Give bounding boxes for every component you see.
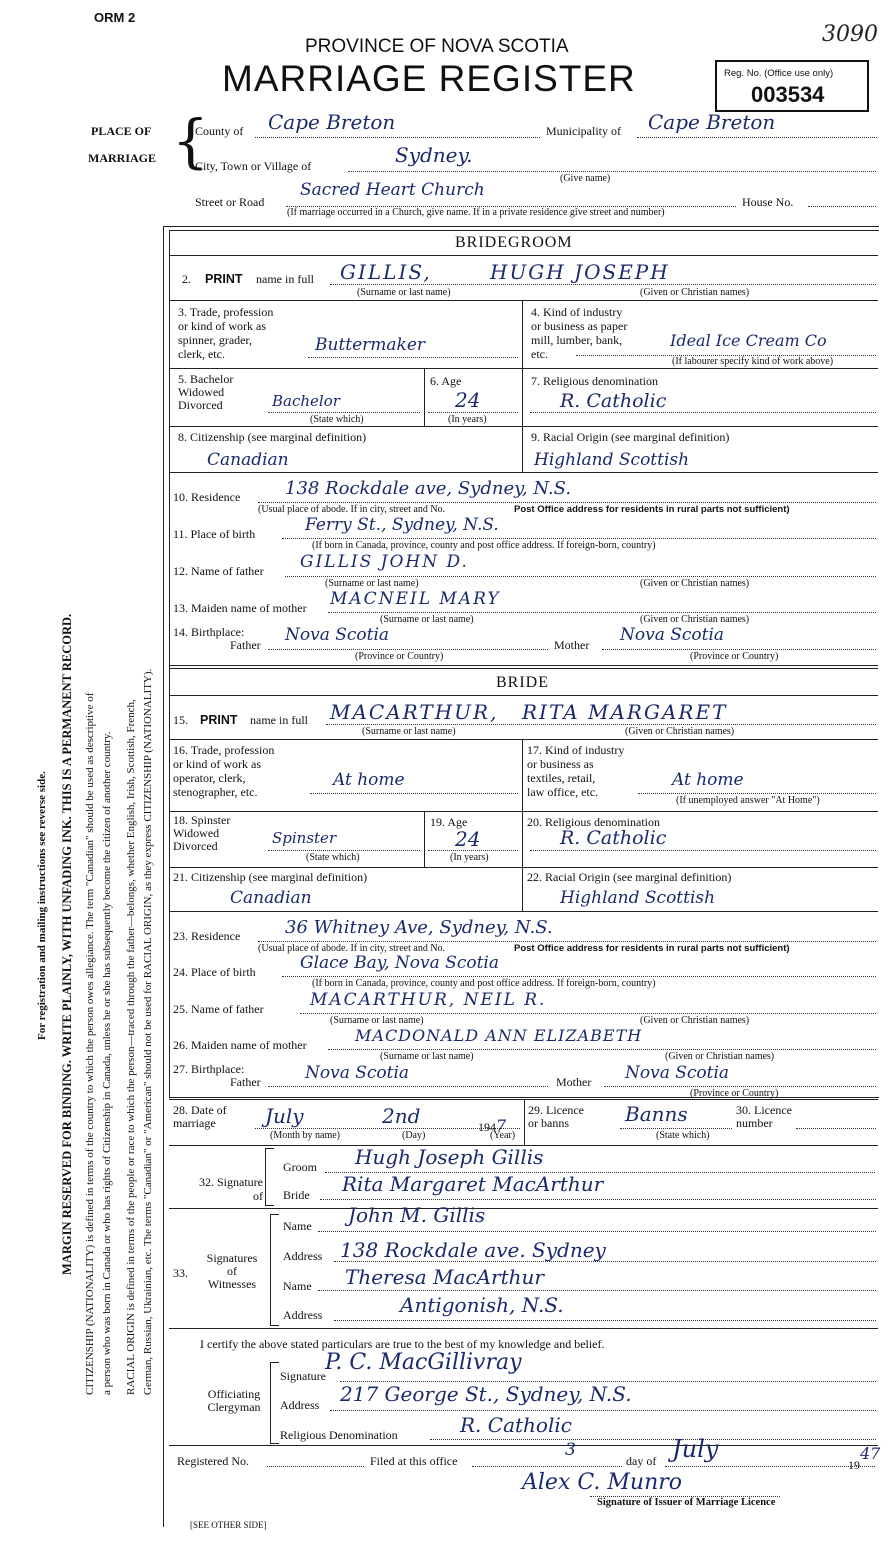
clergy-address-label: Address: [280, 1398, 320, 1412]
groom-bp-mother-hint: (Province or Country): [690, 651, 779, 662]
licence-label: 29. Licence or banns: [528, 1103, 584, 1130]
groom-residence-label: 10. Residence: [173, 490, 241, 504]
groom-bp-father-hint: (Province or Country): [355, 651, 444, 662]
bride-bp-father: Nova Scotia: [305, 1063, 410, 1083]
bride-mother: MACDONALD ANN ELIZABETH: [355, 1026, 643, 1045]
day-of-label: day of: [626, 1454, 657, 1468]
groom-bp-mother: Nova Scotia: [620, 625, 725, 645]
groom-birth-label: 11. Place of birth: [173, 527, 256, 541]
bride-birth-label: 24. Place of birth: [173, 965, 256, 979]
bridegroom-heading: BRIDEGROOM: [455, 234, 573, 251]
groom-residence: 138 Rockdale ave, Sydney, N.S.: [285, 478, 572, 499]
bride-trade: At home: [333, 770, 405, 790]
groom-mother: MACNEIL MARY: [330, 589, 501, 609]
groom-bp-father-label: Father: [230, 638, 261, 652]
w2-name-label: Name: [283, 1279, 312, 1293]
bride-residence-label: 23. Residence: [173, 929, 241, 943]
marriage-year-digit: 7: [496, 1116, 507, 1135]
witness-number: 33.: [173, 1266, 188, 1280]
clergy-brace: [270, 1362, 279, 1444]
groom-given: HUGH JOSEPH: [490, 260, 670, 284]
bride-sig-label: Bride: [283, 1188, 310, 1202]
bride-name-label: name in full: [250, 713, 308, 727]
filed-day: 3: [565, 1440, 576, 1460]
witness-brace: [270, 1214, 279, 1326]
date-of-marriage-label: 28. Date of marriage: [173, 1103, 227, 1130]
groom-mother-given-hint: (Given or Christian names): [640, 614, 750, 625]
city-value: Sydney.: [395, 143, 473, 167]
issuer-signature: Alex C. Munro: [522, 1470, 683, 1495]
licence-state-which: (State which): [656, 1130, 710, 1141]
bride-religion-label: 20. Religious denomination: [527, 815, 660, 829]
bride-racial: Highland Scottish: [560, 888, 716, 908]
bride-mother-label: 26. Maiden name of mother: [173, 1038, 307, 1052]
reg-number-box: [715, 60, 869, 112]
groom-surname-hint: (Surname or last name): [357, 287, 451, 298]
groom-racial: Highland Scottish: [534, 450, 690, 470]
groom-status-label: 5. Bachelor Widowed Divorced: [178, 372, 234, 412]
groom-name-label: name in full: [256, 272, 314, 286]
bride-name-number: 15.: [173, 713, 188, 727]
licence-value: Banns: [625, 1102, 688, 1126]
w1-name-label: Name: [283, 1219, 312, 1233]
page-title: MARRIAGE REGISTER: [222, 58, 636, 99]
groom-status: Bachelor: [272, 392, 340, 410]
bride-industry-label: 17. Kind of industry or business as textiles, retail, law office, etc.: [527, 743, 625, 799]
province-title: PROVINCE OF NOVA SCOTIA: [305, 36, 569, 57]
denomination-label: Religious Denomination: [280, 1428, 398, 1442]
municipality-label: Municipality of: [546, 124, 621, 138]
give-name-hint: (Give name): [560, 173, 611, 184]
bride-father-given-hint: (Given or Christian names): [640, 1015, 750, 1026]
brace-icon: {: [172, 107, 209, 175]
bride-residence: 36 Whitney Ave, Sydney, N.S.: [285, 917, 553, 938]
bride-father: MACARTHUR, NEIL R.: [310, 990, 547, 1010]
w1-address-label: Address: [283, 1249, 323, 1263]
bride-father-label: 25. Name of father: [173, 1002, 264, 1016]
bride-bp-label: 27. Birthplace:: [173, 1062, 245, 1076]
bride-citizenship: Canadian: [230, 888, 312, 908]
bride-birth: Glace Bay, Nova Scotia: [300, 953, 499, 973]
bride-citizenship-label: 21. Citizenship (see marginal definition): [173, 870, 368, 884]
margin-note-3: CITIZENSHIP (NATIONALITY) is defined in terms of the country to which the person owes allegiance. The term "Canadian" should be used as descriptive of: [84, 692, 96, 1395]
city-label: City, Town or Village of: [195, 159, 312, 173]
bride-bp-mother-label: Mother: [556, 1075, 592, 1089]
bride-given: RITA MARGARET: [522, 700, 728, 724]
bride-racial-label: 22. Racial Origin (see marginal definition): [527, 870, 732, 884]
bride-religion: R. Catholic: [560, 827, 667, 849]
groom-name-number: 2.: [182, 272, 191, 286]
bride-age-hint: (In years): [450, 852, 489, 863]
groom-father-surname-hint: (Surname or last name): [325, 578, 419, 589]
witnesses-label: Signatures of Witnesses: [206, 1251, 258, 1291]
clergy-signature-label: Signature: [280, 1369, 326, 1383]
place-of-label: PLACE OF: [91, 124, 152, 138]
marriage-year-prefix: 194: [478, 1120, 496, 1134]
filed-year-prefix: 19: [848, 1458, 860, 1472]
marriage-label: MARRIAGE: [88, 151, 156, 165]
margin-note-1: For registration and mailing instructions see reverse side.: [36, 771, 48, 1040]
margin-note-4: a person who was born in Canada or who has rights of Citizenship in Canada, unless he or she has subsequently become the citizen of another country.: [101, 731, 113, 1395]
bride-bp-mother-hint: (Province or Country): [690, 1088, 779, 1099]
groom-mother-surname-hint: (Surname or last name): [380, 614, 474, 625]
groom-citizenship: Canadian: [207, 450, 289, 470]
bride-bp-father-label: Father: [230, 1075, 261, 1089]
groom-age-label: 6. Age: [430, 374, 462, 388]
witness2-name: Theresa MacArthur: [345, 1265, 544, 1289]
day-hint: (Day): [402, 1130, 426, 1141]
filed-label: Filed at this office: [370, 1454, 458, 1468]
groom-religion-label: 7. Religious denomination: [531, 374, 658, 388]
bride-industry-hint: (If unemployed answer "At Home"): [676, 795, 820, 806]
form-number: ORM 2: [94, 10, 136, 25]
filed-month: July: [672, 1435, 719, 1463]
street-value: Sacred Heart Church: [300, 180, 485, 200]
signature-of-label: 32. Signature of: [199, 1175, 263, 1203]
clergy-address: 217 George St., Sydney, N.S.: [340, 1382, 632, 1406]
bride-status: Spinster: [272, 829, 337, 847]
groom-religion: R. Catholic: [560, 390, 667, 412]
bride-residence-hint: (Usual place of abode. If in city, street and No.: [258, 943, 446, 954]
bride-surname-hint: (Surname or last name): [362, 726, 456, 737]
bride-mother-given-hint: (Given or Christian names): [665, 1051, 775, 1062]
margin-note-5: RACIAL ORIGIN is defined in terms of the people or race to which the person—traced through the father—belongs, whether English, Irish, Scottish, French,: [125, 699, 137, 1395]
street-note: (If marriage occurred in a Church, give name. If in a private residence give street and number): [287, 207, 665, 218]
groom-industry: Ideal Ice Cream Co: [670, 331, 827, 350]
groom-bp-label: 14. Birthplace:: [173, 625, 245, 639]
groom-residence-hint-b: Post Office address for residents in rural parts not sufficient): [514, 504, 790, 515]
corner-number: 3090: [822, 22, 878, 47]
filed-year-digits: 47: [860, 1444, 881, 1463]
groom-given-hint: (Given or Christian names): [640, 287, 750, 298]
witness1-address: 138 Rockdale ave. Sydney: [340, 1238, 606, 1262]
registered-no-label: Registered No.: [177, 1454, 249, 1468]
groom-name-print: PRINT: [205, 272, 243, 286]
marriage-day: 2nd: [382, 1104, 421, 1128]
signature-brace: [265, 1148, 274, 1206]
groom-trade: Buttermaker: [315, 335, 426, 355]
groom-trade-label: 3. Trade, profession or kind of work as spinner, grader, clerk, etc.: [178, 305, 274, 361]
bride-mother-surname-hint: (Surname or last name): [380, 1051, 474, 1062]
issuer-label: Signature of Issuer of Marriage Licence: [597, 1497, 776, 1508]
groom-father: GILLIS JOHN D.: [300, 552, 469, 572]
bride-surname: MACARTHUR,: [330, 700, 499, 724]
county-label: County of: [195, 124, 244, 138]
county-value: Cape Breton: [268, 110, 396, 134]
month-hint: (Month by name): [270, 1130, 340, 1141]
groom-mother-label: 13. Maiden name of mother: [173, 601, 307, 615]
marriage-month: July: [265, 1104, 304, 1128]
year-hint: (Year): [490, 1130, 516, 1141]
groom-father-given-hint: (Given or Christian names): [640, 578, 750, 589]
groom-signature: Hugh Joseph Gillis: [355, 1145, 544, 1169]
bride-trade-label: 16. Trade, profession or kind of work as operator, clerk, stenographer, etc.: [173, 743, 275, 799]
bride-residence-hint-b: Post Office address for residents in rural parts not sufficient): [514, 943, 790, 954]
groom-sig-label: Groom: [283, 1160, 317, 1174]
groom-age: 24: [455, 388, 481, 412]
reg-number: 003534: [751, 82, 825, 107]
bride-status-label: 18. Spinster Widowed Divorced: [173, 813, 231, 853]
bride-father-surname-hint: (Surname or last name): [330, 1015, 424, 1026]
groom-residence-hint: (Usual place of abode. If in city, street and No.: [258, 504, 446, 515]
margin-note-2: MARGIN RESERVED FOR BINDING. WRITE PLAINLY, WITH UNFADING INK. THIS IS A PERMANENT RECORD.: [60, 613, 74, 1275]
clergy-denomination: R. Catholic: [460, 1413, 572, 1437]
see-other-side: [SEE OTHER SIDE]: [190, 1520, 267, 1530]
groom-bp-father: Nova Scotia: [285, 625, 390, 645]
municipality-value: Cape Breton: [648, 110, 776, 134]
witness1-name: John M. Gillis: [348, 1203, 486, 1227]
clergy-signature: P. C. MacGillivray: [325, 1350, 522, 1375]
bride-signature: Rita Margaret MacArthur: [342, 1172, 604, 1196]
bride-state-which: (State which): [306, 852, 360, 863]
groom-industry-label: 4. Kind of industry or business as paper mill, lumber, bank, etc.: [531, 305, 628, 361]
groom-birth-hint: (If born in Canada, province, county and post office address. If foreign-born, country): [312, 540, 656, 551]
groom-citizenship-label: 8. Citizenship (see marginal definition): [178, 430, 367, 444]
bride-given-hint: (Given or Christian names): [625, 726, 735, 737]
bride-industry: At home: [672, 770, 744, 790]
street-label: Street or Road: [195, 195, 265, 209]
bride-heading: BRIDE: [496, 674, 549, 691]
margin-note-6: German, Russian, Ukrainian, etc. The terms "Canadian" or "American" should not be used for RACIAL ORIGIN, as they express CITIZENSHIP (NATIONALITY).: [142, 668, 154, 1395]
house-no-label: House No.: [742, 195, 794, 209]
groom-state-which: (State which): [310, 414, 364, 425]
groom-age-hint: (In years): [448, 414, 487, 425]
bride-name-print: PRINT: [200, 713, 238, 727]
bride-age: 24: [455, 827, 481, 851]
filed-year: [848, 1444, 881, 1473]
bride-bp-mother: Nova Scotia: [625, 1063, 730, 1083]
groom-surname: GILLIS,: [340, 260, 432, 284]
groom-birth: Ferry St., Sydney, N.S.: [305, 515, 499, 535]
clergyman-label: Officiating Clergyman: [207, 1387, 261, 1414]
groom-father-label: 12. Name of father: [173, 564, 264, 578]
bride-birth-hint: (If born in Canada, province, county and post office address. If foreign-born, country): [312, 978, 656, 989]
groom-racial-label: 9. Racial Origin (see marginal definition): [531, 430, 730, 444]
groom-industry-hint: (If labourer specify kind of work above): [672, 356, 834, 367]
w2-address-label: Address: [283, 1308, 323, 1322]
bride-age-label: 19. Age: [430, 815, 468, 829]
witness2-address: Antigonish, N.S.: [400, 1293, 564, 1317]
groom-bp-mother-label: Mother: [554, 638, 590, 652]
certify-statement: I certify the above stated particulars are true to the best of my knowledge and belief.: [200, 1337, 605, 1351]
reg-number-label: Reg. No. (Office use only): [724, 68, 834, 79]
licence-number-label: 30. Licence number: [736, 1103, 792, 1130]
